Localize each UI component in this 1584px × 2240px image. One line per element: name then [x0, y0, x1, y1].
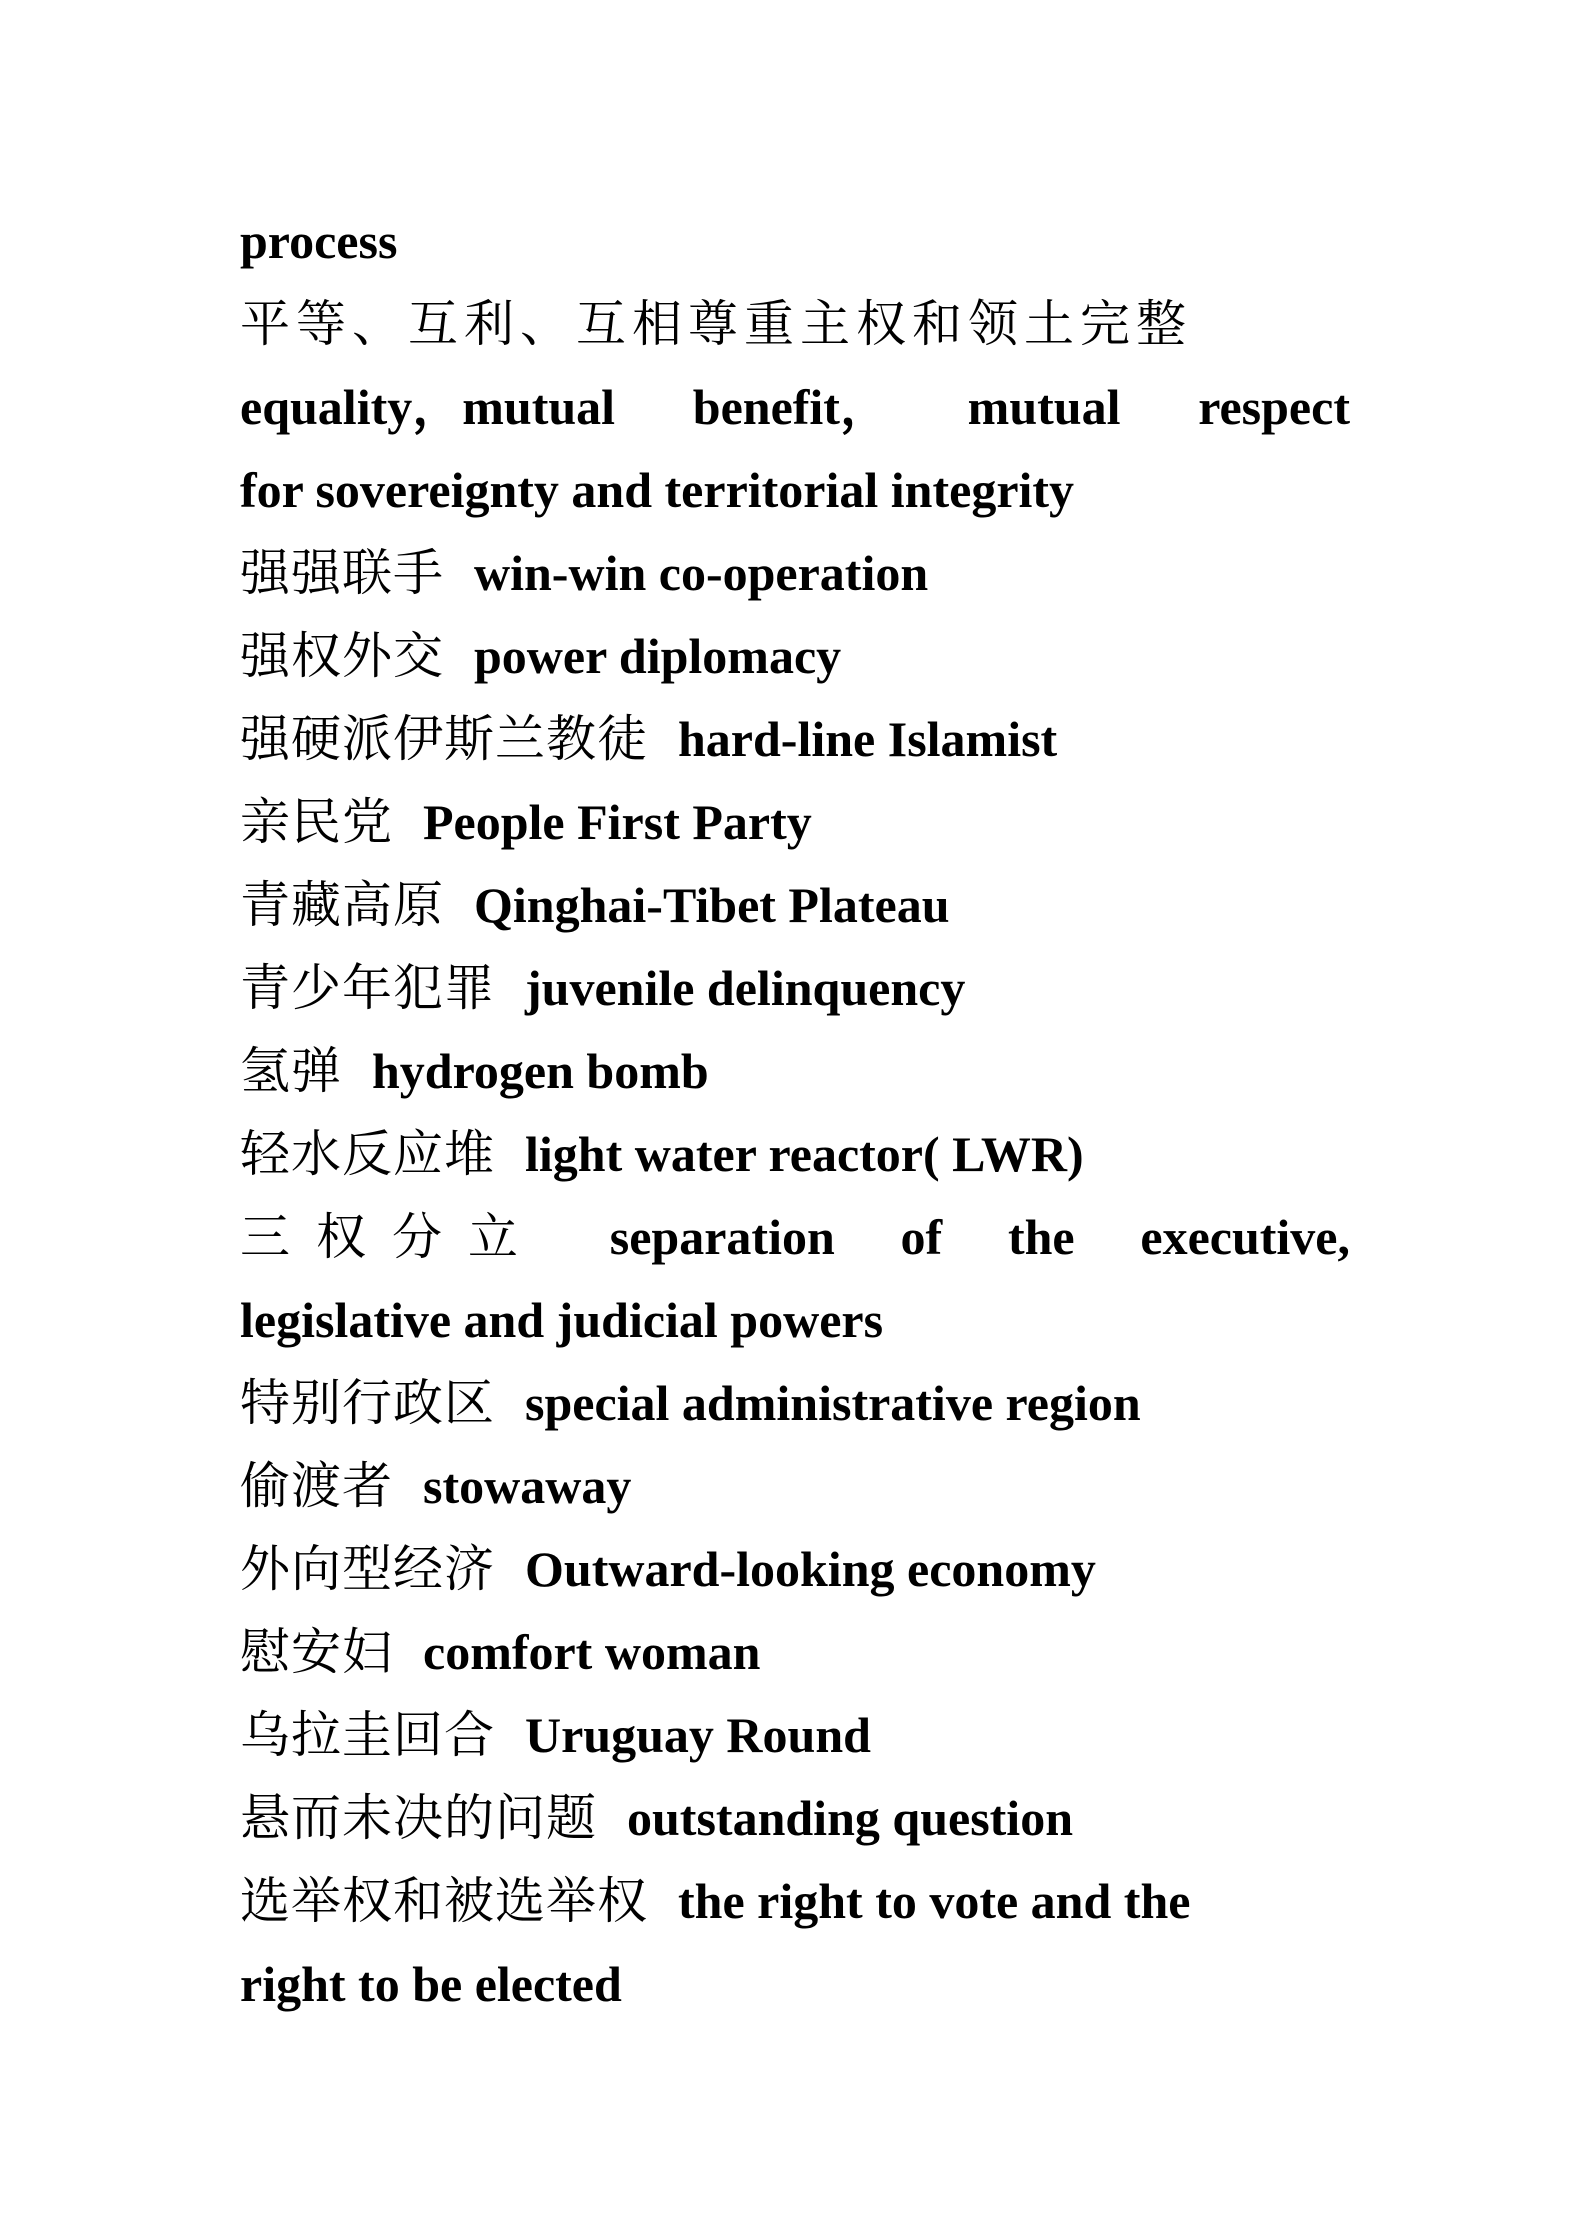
english-term: hydrogen bomb — [372, 1043, 709, 1099]
english-term-part: respect — [1198, 379, 1350, 435]
chinese-term: 轻水反应堆 — [240, 1125, 495, 1183]
glossary-line — [240, 1777, 1350, 1860]
english-term: hard-line Islamist — [678, 711, 1058, 767]
glossary-list — [240, 200, 1350, 2026]
glossary-line — [240, 1196, 1350, 1279]
glossary-line — [240, 1362, 1350, 1445]
chinese-term: 偷渡者 — [240, 1457, 393, 1515]
chinese-term: 三权分立 — [240, 1208, 544, 1266]
glossary-line — [240, 449, 1350, 532]
chinese-term: 青少年犯罪 — [240, 959, 495, 1017]
english-term: for sovereignty and territorial integrity — [240, 462, 1075, 518]
chinese-term: 氢弹 — [240, 1042, 342, 1100]
glossary-line — [240, 283, 1350, 366]
glossary-line — [240, 1694, 1350, 1777]
chinese-term: 强权外交 — [240, 627, 444, 685]
english-term: Uruguay Round — [525, 1707, 871, 1763]
glossary-line — [240, 781, 1350, 864]
glossary-line — [240, 947, 1350, 1030]
glossary-line — [240, 1279, 1350, 1362]
glossary-line — [240, 615, 1350, 698]
english-term: process — [240, 213, 398, 269]
english-term: special administrative region — [525, 1375, 1141, 1431]
english-term-part: mutual — [967, 379, 1121, 435]
chinese-term: 乌拉圭回合 — [240, 1706, 495, 1764]
chinese-term: 平等、互利、互相尊重主权和领土完整 — [240, 295, 1192, 353]
english-term: Outward-looking economy — [525, 1541, 1096, 1597]
english-term: comfort woman — [423, 1624, 761, 1680]
english-term-part: equality，mutual — [240, 379, 616, 435]
glossary-line — [240, 1528, 1350, 1611]
english-term: power diplomacy — [474, 628, 842, 684]
glossary-line — [240, 698, 1350, 781]
english-term: Qinghai-Tibet Plateau — [474, 877, 950, 933]
chinese-term: 选举权和被选举权 — [240, 1872, 648, 1930]
chinese-term: 悬而未决的问题 — [240, 1789, 597, 1847]
english-term: right to be elected — [240, 1956, 622, 2012]
glossary-line — [240, 1611, 1350, 1694]
english-term-part: executive, — [1140, 1209, 1350, 1265]
english-term: stowaway — [423, 1458, 632, 1514]
glossary-line — [240, 1113, 1350, 1196]
chinese-term: 强强联手 — [240, 544, 444, 602]
chinese-term: 青藏高原 — [240, 876, 444, 934]
glossary-line — [240, 1860, 1350, 1943]
glossary-line — [240, 1445, 1350, 1528]
english-term: win-win co-operation — [474, 545, 929, 601]
english-term: outstanding question — [627, 1790, 1073, 1846]
english-term-part: of — [900, 1209, 943, 1265]
chinese-term: 强硬派伊斯兰教徒 — [240, 710, 648, 768]
english-term: legislative and judicial powers — [240, 1292, 884, 1348]
english-term: the right to vote and the — [678, 1873, 1191, 1929]
glossary-line — [240, 1943, 1350, 2026]
english-term: People First Party — [423, 794, 812, 850]
glossary-line — [240, 366, 1350, 449]
glossary-line — [240, 200, 1350, 283]
glossary-line — [240, 1030, 1350, 1113]
chinese-term: 特别行政区 — [240, 1374, 495, 1432]
english-term-part: separation — [609, 1209, 835, 1265]
english-term: light water reactor( LWR) — [525, 1126, 1084, 1182]
chinese-term: 外向型经济 — [240, 1540, 495, 1598]
chinese-term: 慰安妇 — [240, 1623, 393, 1681]
glossary-line — [240, 532, 1350, 615]
english-term-part: benefit， — [692, 379, 890, 435]
chinese-term: 亲民党 — [240, 793, 393, 851]
english-term: juvenile delinquency — [525, 960, 966, 1016]
glossary-line — [240, 864, 1350, 947]
english-term-part: the — [1007, 1209, 1075, 1265]
